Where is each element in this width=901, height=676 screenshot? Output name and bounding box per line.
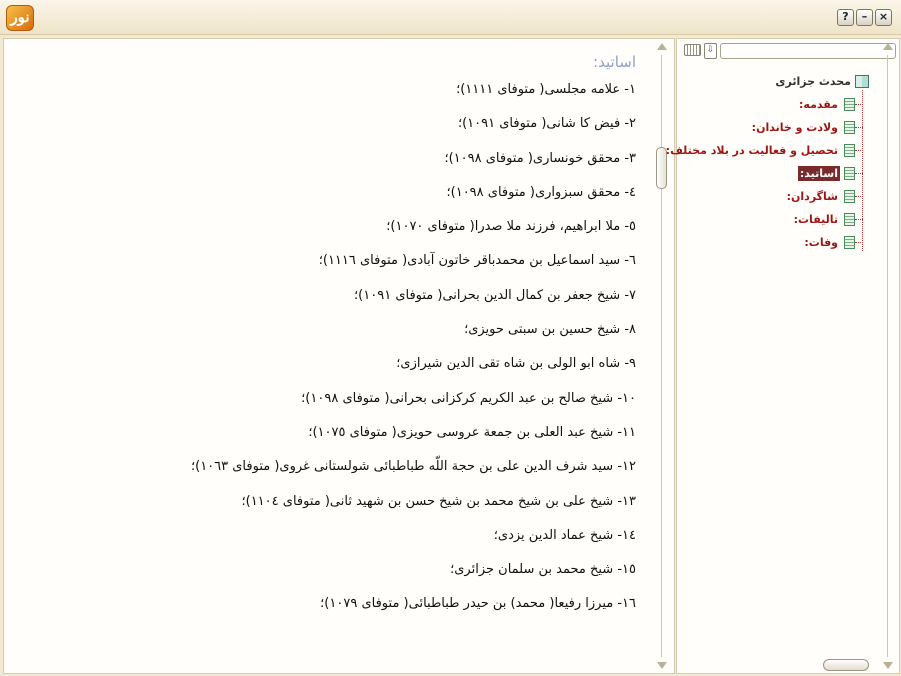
teacher-item: ۱٥- شیخ محمد بن سلمان جزائری؛ [450, 562, 636, 578]
minimize-button[interactable]: – [856, 9, 873, 26]
document-icon [844, 144, 855, 157]
window-controls [837, 9, 892, 26]
title-bar [0, 0, 901, 35]
teacher-item: ۲- فیض کا شانی( متوفای ۱۰۹۱)؛ [457, 116, 636, 132]
search-input[interactable] [720, 43, 896, 59]
teacher-item: ۷- شیخ جعفر بن کمال الدین بحرانی( متوفای ۱۰۹۱)؛ [354, 287, 636, 303]
document-icon [844, 213, 855, 226]
search-filter-icon[interactable]: ⇩ [704, 43, 717, 59]
tree-item-birth-family[interactable] [664, 116, 855, 139]
horizontal-scroll-thumb[interactable] [823, 659, 869, 671]
document-icon [844, 121, 855, 134]
scroll-track[interactable] [887, 55, 888, 657]
tree-root-label: محدث جزائری [775, 74, 851, 88]
tree-item-teachers[interactable] [664, 162, 855, 185]
document-icon [844, 167, 855, 180]
teacher-item: ٦- سید اسماعیل بن محمدباقر خاتون آبادی( متوفای ۱۱۱٦)؛ [318, 253, 636, 269]
tree-item-label: مقدمه: [799, 98, 838, 111]
content-text [4, 51, 646, 622]
teacher-item: ۸- شیخ حسین بن سبتی حویزی؛ [464, 322, 636, 338]
scroll-up-arrow-icon[interactable] [883, 43, 893, 50]
keyboard-icon[interactable] [684, 44, 701, 56]
tree-item-works[interactable] [664, 208, 855, 231]
document-icon [844, 236, 855, 249]
tree-item-label: وفات: [804, 236, 838, 249]
tree-connector-line [862, 90, 863, 251]
document-icon [844, 98, 855, 111]
scroll-down-arrow-icon[interactable] [883, 662, 893, 669]
teacher-item: ۱۱- شیخ عبد العلی بن جمعة عروسی حویزی( متوفای ۱۰۷٥)؛ [308, 424, 636, 440]
teacher-item: ۱۲- سید شرف الدین علی بن حجة اللّه طباطبائی شولستانی غروی( متوفای ۱۰٦۳)؛ [190, 459, 636, 475]
tree-root[interactable] [775, 72, 869, 90]
scroll-down-arrow-icon[interactable] [657, 662, 667, 669]
close-button[interactable]: × [875, 9, 892, 26]
teacher-item: ٥- ملا ابراهیم، فرزند ملا صدرا( متوفای ۱۰۷۰)؛ [386, 219, 636, 235]
content-pane [3, 38, 675, 674]
teacher-item: ۱٤- شیخ عماد الدین یزدی؛ [493, 527, 636, 543]
teacher-item: ۳- محقق خونساری( متوفای ۱۰۹۸)؛ [444, 150, 636, 166]
tree-item-introduction[interactable] [664, 93, 855, 116]
book-icon [855, 75, 869, 88]
tree-item-label: ولادت و خاندان: [751, 121, 838, 134]
teacher-item: ۱۳- شیخ علی بن شیخ محمد بن شیخ حسن بن شهید ثانی( متوفای ۱۱۰٤)؛ [241, 493, 636, 509]
tree-item-label: تالیفات: [793, 213, 838, 226]
teacher-item: ۱۰- شیخ صالح بن عبد الکریم کرکزانی بحرانی( متوفای ۱۰۹۸)؛ [301, 390, 636, 406]
tree-item-education[interactable] [664, 139, 855, 162]
teacher-item: ۱٦- میرزا رفیعا( محمد) بن حیدر طباطبائی( متوفای ۱۰۷۹)؛ [320, 596, 636, 612]
scroll-up-arrow-icon[interactable] [657, 43, 667, 50]
app-logo: نور [6, 5, 34, 31]
tree-item-students[interactable] [664, 185, 855, 208]
scroll-track[interactable] [661, 55, 662, 657]
teacher-item: ۹- شاه ابو الولی بن شاه تقی الدین شیرازی؛ [396, 356, 636, 372]
teacher-item: ۱- علامه مجلسی( متوفای ۱۱۱۱)؛ [456, 82, 636, 97]
help-button[interactable]: ? [837, 9, 854, 26]
section-heading: اساتید: [593, 53, 636, 71]
tree-item-label: اساتید: [799, 167, 838, 180]
sidebar-scrollbar[interactable] [880, 39, 896, 673]
tree-item-label: شاگردان: [786, 190, 838, 203]
teacher-item: ٤- محقق سبزواری( متوفای ۱۰۹۸)؛ [446, 184, 636, 200]
sidebar-pane [665, 38, 900, 674]
document-icon [844, 190, 855, 203]
tree-item-label: تحصیل و فعالیت در بلاد مختلف: [665, 144, 838, 157]
tree-item-death[interactable] [664, 231, 855, 254]
